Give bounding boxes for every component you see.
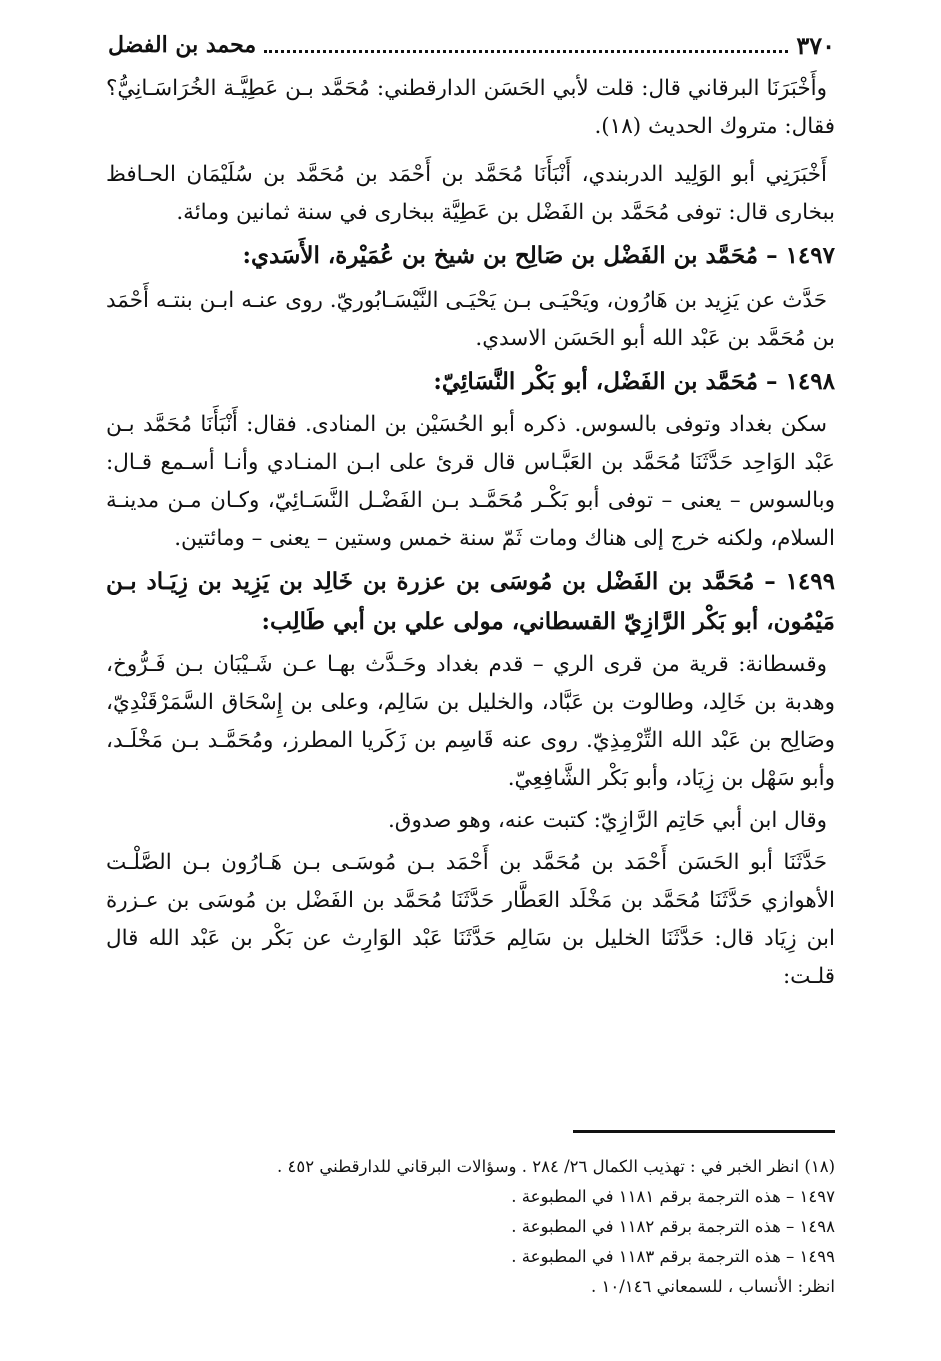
entry-title-1497: ١٤٩٧ – مُحَمَّد بن الفَضْل بن صَالِح بن شيخ بن عُمَيْرة، الأَسَدي:: [242, 242, 835, 269]
entry-title-1499: ١٤٩٩ – مُحَمَّد بن الفَضْل بن مُوسَى بن عزرة بن خَالِد بن يَزِيد بن زِيَـاد بـن مَيْمُون، أبو بَكْر الرَّازِيّ القسطاني، مولى علي بن أبي طَالِب:: [106, 568, 835, 635]
paragraph-barqani: وأَخْبَرَنَا البرقاني قال: قلت لأبي الحَسَن الدارقطني: مُحَمَّد بـن عَطِيَّـة الخُرَاسَـانِيُّ؟ فقال: متروك الحديث (١٨).: [106, 76, 835, 139]
main-text: [106, 70, 835, 996]
footnote-separator: [573, 1130, 835, 1133]
entry-text-1497: حَدَّث عن يَزِيد بن هَارُون، ويَحْيَـى بـن يَحْيَـى النَّيْسَـابُوريّ. روى عنـه ابـن بنتـه أَحْمَد بن مُحَمَّد بن عَبْد الله أبو الحَسَن الاسدي.: [106, 288, 835, 351]
entry-text-1498: سكن بغداد وتوفى بالسوس. ذكره أبو الحُسَيْن بن المنادى. فقال: أَنْبَأَنَا مُحَمَّد بـن عَبْد الوَاحِد حَدَّثَنَا مُحَمَّد بن العَبَّـاس قال قرئ على ابـن المنـادي وأنـا أسـمع قـال: وبالسوس – يعنى – توفى أبو بَكْـر مُحَمَّـد بـن الفَضْـل النَّسَـائِيّ، وكـان مـن مدينـة السلام، ولكنه خرج إلى هناك ومات ثَمّ سنة خمس وستين – يعنى – ومائتين.: [106, 412, 835, 551]
footnote-1497: ١٤٩٧ – هذه الترجمة برقم ١١٨١ في المطبوعة .: [511, 1187, 835, 1206]
footnote-1499: ١٤٩٩ – هذه الترجمة برقم ١١٨٣ في المطبوعة .: [511, 1247, 835, 1266]
entry-title-1498: ١٤٩٨ – مُحَمَّد بن الفَضْل، أبو بَكْر النَّسَائِيّ:: [433, 368, 835, 395]
page-header: [108, 28, 835, 62]
footnote-ansab: انظر: الأنساب ، للسمعاني ١٠/١٤٦ .: [590, 1277, 835, 1296]
footnotes: [106, 1152, 835, 1302]
footnote-1498: ١٤٩٨ – هذه الترجمة برقم ١١٨٢ في المطبوعة .: [511, 1217, 835, 1236]
header-dotted-leader: [264, 50, 788, 53]
paragraph-ibn-abi-hatim: وقال ابن أبي حَاتِم الرَّازِيّ: كتبت عنه، وهو صدوق.: [387, 808, 827, 833]
paragraph-isnad: حَدَّثَنَا أبو الحَسَن أَحْمَد بن مُحَمَّد بن أَحْمَد بـن مُوسَـى بـن هَـارُون بـن الصَّلْـت الأهوازي حَدَّثَنَا مُحَمَّد بن مَخْلَد العَطَّار حَدَّثَنَا مُحَمَّد بن الفَضْل بن مُوسَى بن عـزرة ابن زِيَاد قال: حَدَّثَنَا الخليل بن سَالِم حَدَّثَنَا عَبْد الوَارِث عن بَكْر بن عَبْد الله قال قلـت:: [106, 850, 835, 989]
running-title: محمد بن الفضل: [108, 32, 257, 58]
page-number: ٣٧٠: [796, 30, 835, 60]
entry-text-1499: وقسطانة: قرية من قرى الري – قدم بغداد وحَـدَّث بهـا عـن شَـيْبَان بـن فَـرُّوخ، وهدبة بن خَالِد، وطالوت بن عَبَّاد، والخليل بن سَالِم، وعلى بن إِسْحَاق السَّمَرْقَنْدِيّ، وصَالِح بن عَبْد الله التِّرْمِذِيّ. روى عنه قَاسِم بن زَكَريا المطرز، ومُحَمَّـد بـن مَخْلَـد، وأبو سَهْل بن زِيَاد، وأبو بَكْر الشَّافِعِيّ.: [106, 652, 835, 791]
paragraph-darbandi: أَخْبَرَنِي أبو الوَلِيد الدربندي، أَنْبَأَنَا مُحَمَّد بن أَحْمَد بن مُحَمَّد بن سُلَيْمَان الحـافظ ببخارى قال: توفى مُحَمَّد بن الفَضْل بن عَطِيَّة ببخارى في سنة ثمانين ومائة.: [106, 162, 835, 225]
footnote-18: (١٨) انظر الخبر في : تهذيب الكمال ٢٦/ ٢٨٤ . وسؤالات البرقاني للدارقطني ٤٥٢ .: [277, 1157, 835, 1176]
